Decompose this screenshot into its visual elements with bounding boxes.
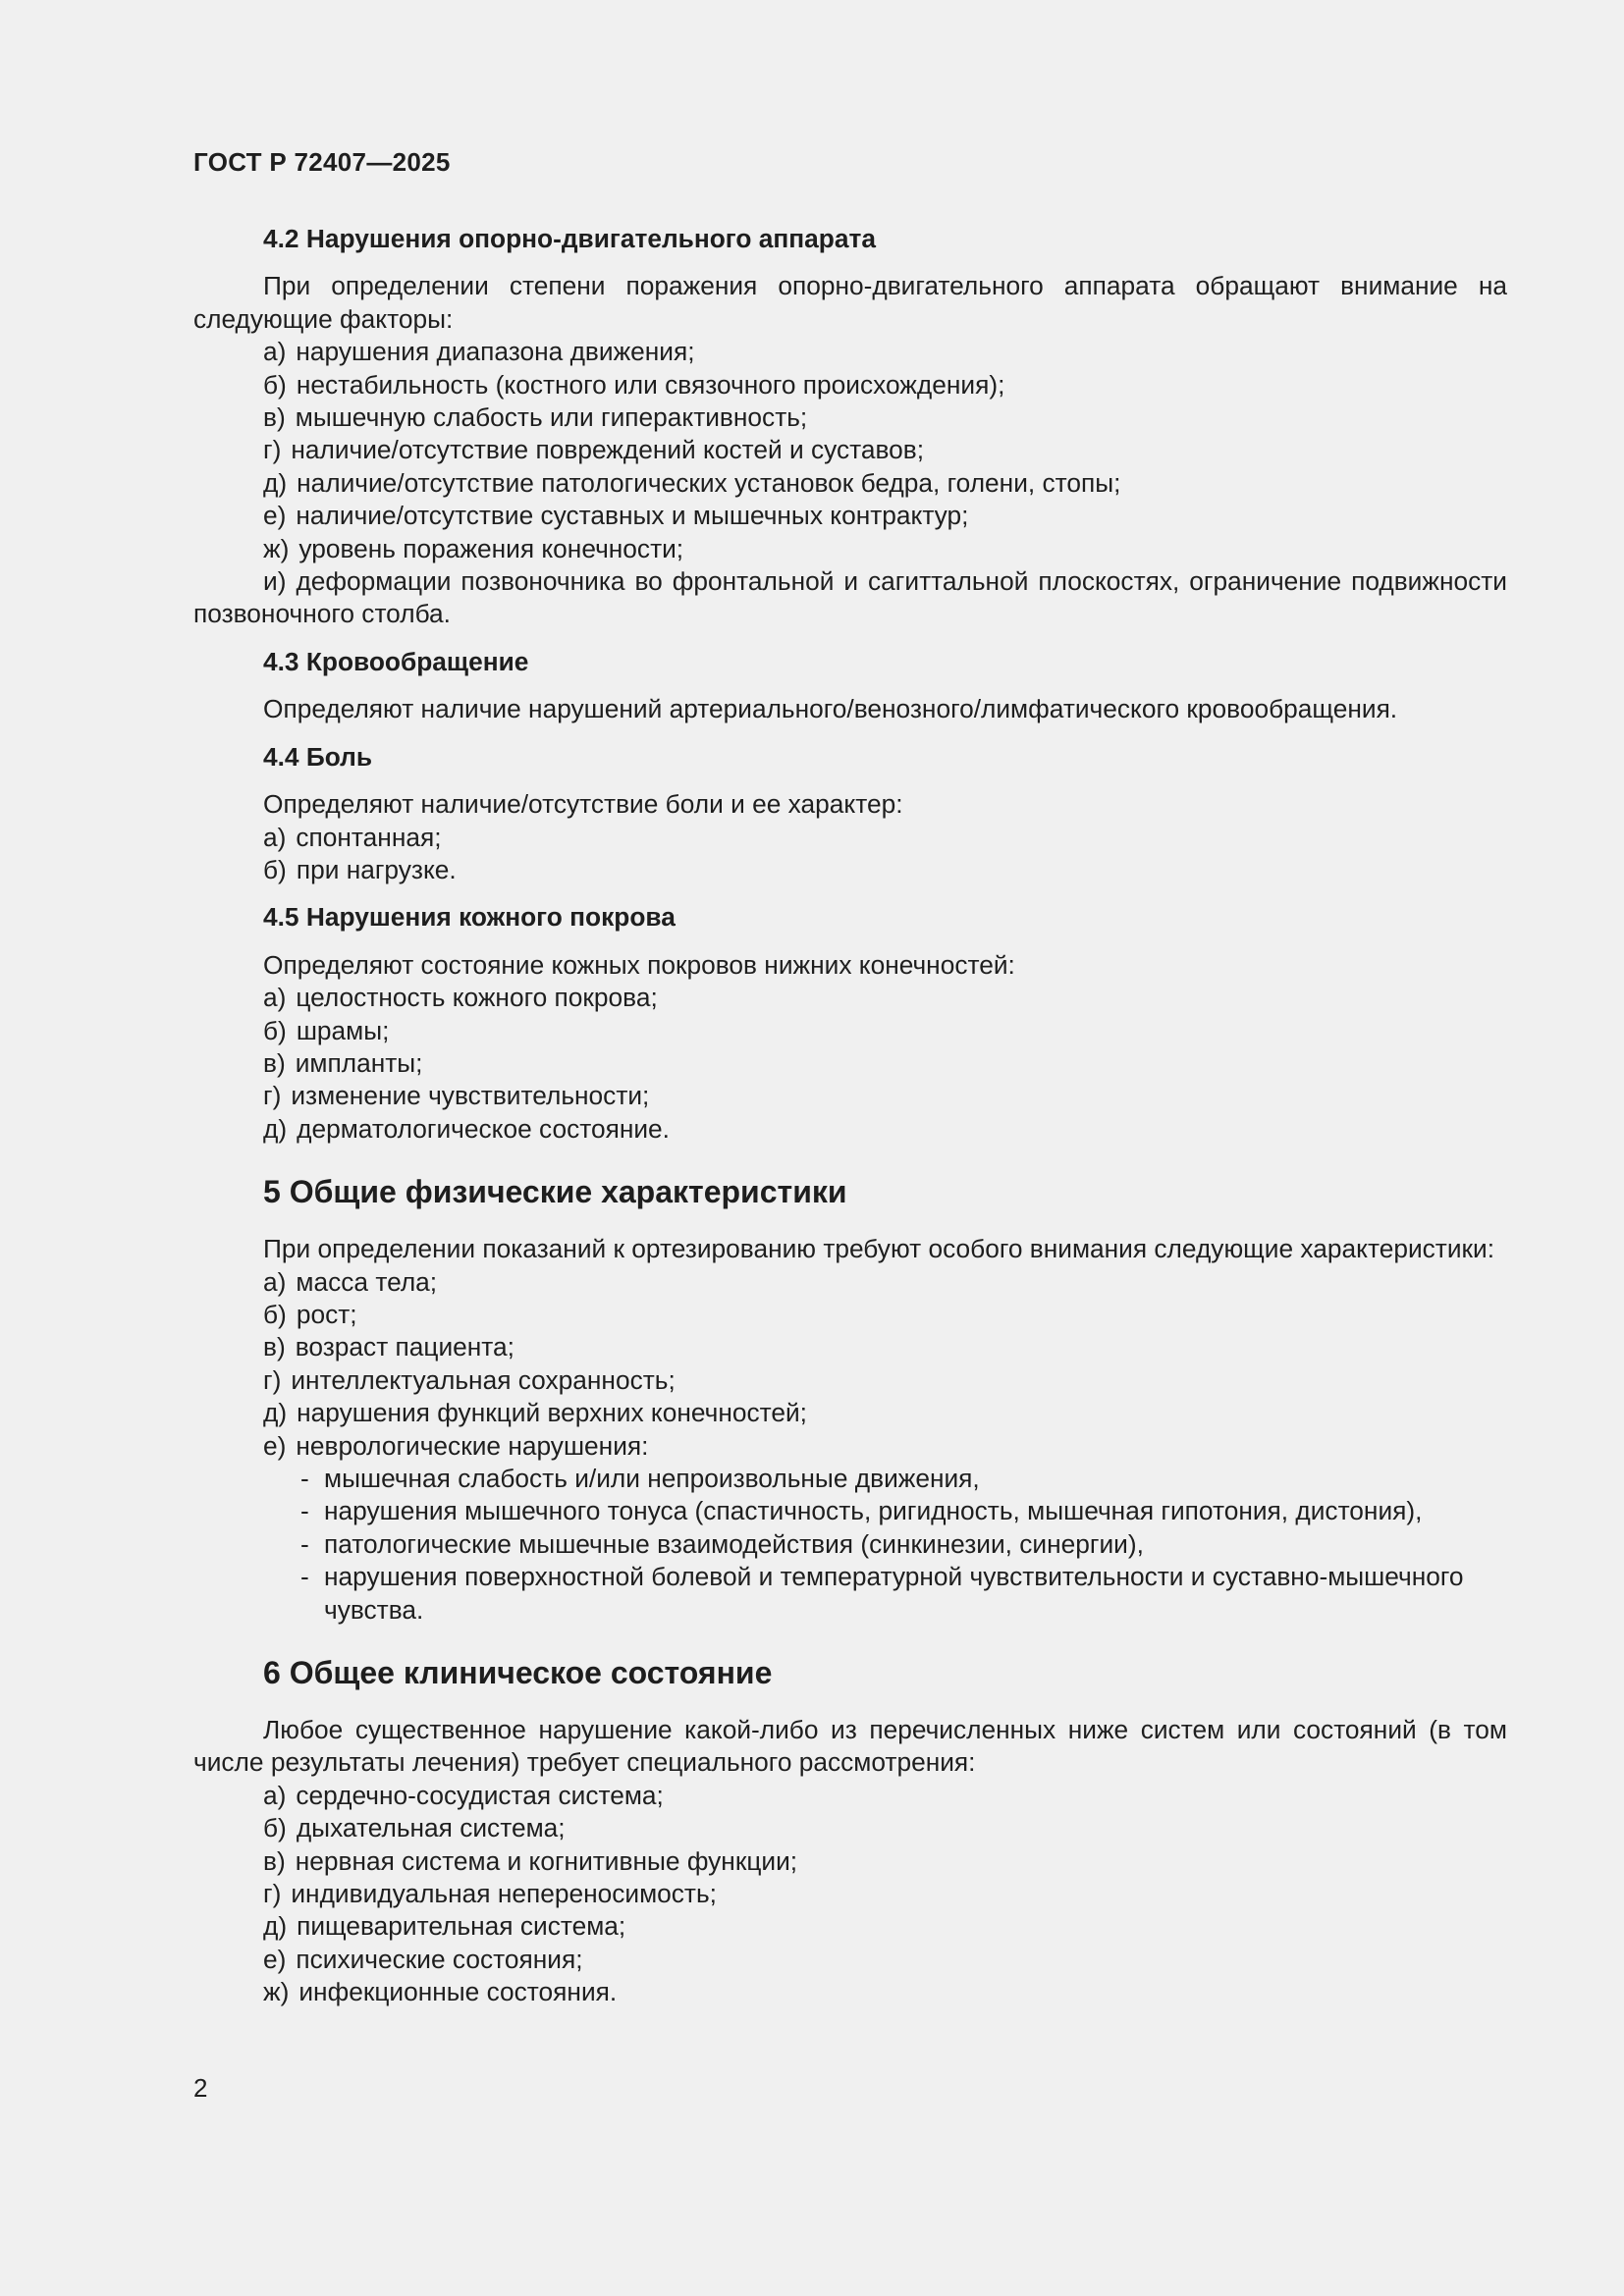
list-label: а) — [263, 983, 287, 1013]
list-text: мышечную слабость или гиперактивность; — [295, 402, 808, 433]
list-text: возраст пациента; — [295, 1332, 514, 1362]
list-label: ж) — [263, 1977, 290, 2007]
list-label: д) — [263, 1911, 288, 1942]
list-text: спонтанная; — [296, 822, 442, 852]
list-item — [193, 1299, 1507, 1331]
list-item — [193, 1080, 1507, 1112]
list-text: наличие/отсутствие патологических установок бедра, голени, стопы; — [297, 467, 1121, 498]
list-label: ж) — [263, 533, 290, 563]
list-label: б) — [263, 1299, 287, 1329]
list-item — [193, 401, 1507, 434]
list-text: сердечно-сосудистая система; — [296, 1780, 664, 1810]
document-header: ГОСТ Р 72407—2025 — [193, 147, 451, 177]
list-item — [193, 336, 1507, 368]
section-heading-4-5: 4.5 Нарушения кожного покрова — [263, 902, 676, 933]
list-label: е) — [263, 501, 287, 531]
list-text: интеллектуальная сохранность; — [291, 1364, 676, 1395]
list-item — [193, 1113, 1507, 1146]
sub-list-text: патологические мышечные взаимодействия (синкинезии, синергии), — [324, 1528, 1144, 1559]
list-label: г) — [263, 435, 282, 465]
paragraph: При определении показаний к ортезированию требуют особого внимания следующие характеристики: — [263, 1234, 1495, 1264]
list-item — [193, 854, 1507, 886]
list-item — [193, 1364, 1507, 1397]
paragraph: Определяют состояние кожных покровов нижних конечностей: — [263, 949, 1015, 980]
paragraph: Любое существенное нарушение какой-либо из перечисленных ниже систем или состояний (в том числе результаты лечения) требует специального рассмотрения: — [193, 1715, 1507, 1778]
list-label: и) — [263, 566, 287, 597]
sub-list-item — [193, 1495, 1507, 1527]
list-label: в) — [263, 1332, 286, 1362]
sub-list-item — [193, 1561, 1507, 1627]
list-label: б) — [263, 1813, 287, 1843]
list-text: индивидуальная непереносимость; — [291, 1879, 717, 1909]
list-item — [193, 1397, 1507, 1429]
list-label: г) — [263, 1081, 282, 1111]
document-body — [193, 223, 1507, 2009]
dash-marker: - — [300, 1562, 309, 1592]
list-item — [193, 982, 1507, 1014]
list-text: психические состояния; — [296, 1944, 583, 1974]
list-text: наличие/отсутствие повреждений костей и суставов; — [291, 435, 925, 465]
list-text: инфекционные состояния. — [298, 1977, 618, 2007]
list-text: неврологические нарушения: — [296, 1430, 649, 1461]
list-label: в) — [263, 402, 286, 433]
list-text: наличие/отсутствие суставных и мышечных контрактур; — [296, 501, 969, 531]
list-label: в) — [263, 1047, 286, 1078]
sub-list-item — [193, 1528, 1507, 1561]
list-label: в) — [263, 1845, 286, 1876]
list-item — [193, 369, 1507, 401]
dash-marker: - — [300, 1496, 309, 1526]
sub-list-item — [193, 1463, 1507, 1495]
list-label: а) — [263, 1780, 287, 1810]
list-label: б) — [263, 1015, 287, 1045]
list-text: пищеварительная система; — [297, 1911, 626, 1942]
section-heading-6: 6 Общее клиническое состояние — [263, 1655, 773, 1691]
list-text: уровень поражения конечности; — [298, 533, 684, 563]
list-item — [193, 1266, 1507, 1299]
sub-list-text: нарушения поверхностной болевой и температурной чувствительности и суставно-мышечного чувства. — [324, 1562, 1464, 1625]
list-label: г) — [263, 1879, 282, 1909]
list-label: б) — [263, 369, 287, 400]
paragraph: Определяют наличие нарушений артериального/венозного/лимфатического кровообращения. — [263, 694, 1398, 724]
paragraph: При определении степени поражения опорно-двигательного аппарата обращают внимание на следующие факторы: — [193, 271, 1507, 334]
list-text: при нагрузке. — [296, 854, 457, 884]
sub-list-text: мышечная слабость и/или непроизвольные движения, — [324, 1464, 980, 1493]
list-label: а) — [263, 1266, 287, 1297]
paragraph: Определяют наличие/отсутствие боли и ее характер: — [263, 789, 903, 820]
list-label: б) — [263, 854, 287, 884]
dash-marker: - — [300, 1528, 309, 1559]
list-label: д) — [263, 1113, 288, 1144]
list-item — [193, 1944, 1507, 1976]
list-text: нестабильность (костного или связочного происхождения); — [296, 369, 1005, 400]
list-item — [193, 1015, 1507, 1047]
list-label: д) — [263, 1398, 288, 1428]
dash-marker: - — [300, 1464, 309, 1493]
list-text: шрамы; — [296, 1015, 390, 1045]
list-item — [193, 1976, 1507, 2008]
list-text: дерматологическое состояние. — [297, 1113, 670, 1144]
list-item — [193, 1812, 1507, 1844]
list-item — [193, 1331, 1507, 1363]
list-label: е) — [263, 1944, 287, 1974]
list-item — [193, 434, 1507, 466]
list-item — [193, 1845, 1507, 1878]
list-item — [193, 822, 1507, 854]
list-text: дыхательная система; — [296, 1813, 566, 1843]
list-text: нарушения функций верхних конечностей; — [297, 1398, 807, 1428]
list-text: нарушения диапазона движения; — [296, 337, 695, 367]
section-heading-4-4: 4.4 Боль — [263, 741, 373, 772]
list-item — [193, 467, 1507, 500]
section-heading-4-3: 4.3 Кровообращение — [263, 646, 529, 676]
list-text: масса тела; — [296, 1266, 438, 1297]
list-label: а) — [263, 822, 287, 852]
list-item — [193, 1878, 1507, 1910]
list-item — [193, 1430, 1507, 1463]
section-heading-4-2: 4.2 Нарушения опорно-двигательного аппарата — [263, 224, 876, 253]
list-item — [193, 1910, 1507, 1943]
sub-list-text: нарушения мышечного тонуса (спастичность, ригидность, мышечная гипотония, дистония), — [324, 1496, 1423, 1526]
list-label: д) — [263, 467, 288, 498]
page-number: 2 — [193, 2073, 208, 2103]
section-heading-5: 5 Общие физические характеристики — [263, 1174, 847, 1210]
list-text: изменение чувствительности; — [291, 1081, 650, 1111]
list-label: е) — [263, 1430, 287, 1461]
list-item — [193, 500, 1507, 532]
list-text: рост; — [296, 1299, 357, 1329]
list-item — [193, 565, 1507, 631]
list-item — [193, 1047, 1507, 1080]
list-label: г) — [263, 1364, 282, 1395]
list-text: импланты; — [295, 1047, 423, 1078]
list-label: а) — [263, 337, 287, 367]
list-text: целостность кожного покрова; — [296, 983, 658, 1013]
list-item — [193, 533, 1507, 565]
list-text: деформации позвоночника во фронтальной и сагиттальной плоскостях, ограничение подвижности позвоночного столба. — [193, 566, 1507, 629]
list-text: нервная система и когнитивные функции; — [295, 1845, 798, 1876]
list-item — [193, 1780, 1507, 1812]
